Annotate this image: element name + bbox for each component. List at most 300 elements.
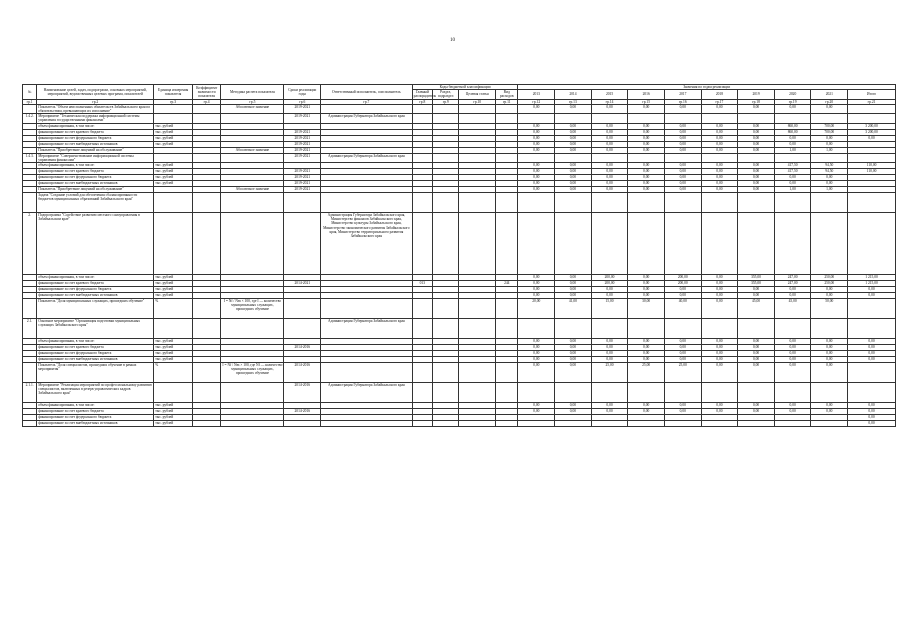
row-kbk xyxy=(459,299,496,319)
row-value: 247,00 xyxy=(774,275,811,281)
row-value: 0,00 xyxy=(518,357,555,363)
row-terms xyxy=(284,421,321,427)
row-coef xyxy=(192,383,220,403)
row-value: 0,00 xyxy=(591,351,628,357)
row-value: 0,00 xyxy=(664,409,701,415)
column-number: гр.6 xyxy=(284,99,321,104)
row-value: 0,00 xyxy=(738,163,775,169)
row-value: 0,00 xyxy=(738,175,775,181)
row-value: 0,00 xyxy=(628,175,665,181)
row-value: 0,00 xyxy=(518,339,555,345)
table-row xyxy=(23,213,896,275)
row-value: 0,00 xyxy=(555,339,592,345)
row-value xyxy=(518,153,555,162)
row-value xyxy=(628,319,665,339)
row-kbk xyxy=(412,153,432,162)
header-year: 2017 xyxy=(664,90,701,99)
column-number: гр.20 xyxy=(811,99,848,104)
row-value: 200,00 xyxy=(664,281,701,287)
row-value xyxy=(848,114,896,123)
row-unit: тыс. рублей xyxy=(154,135,193,141)
row-name: финансирование за счет федерального бюджета xyxy=(37,351,154,357)
table-row xyxy=(23,299,896,319)
row-value xyxy=(555,114,592,123)
row-value xyxy=(591,193,628,213)
row-value: 0,00 xyxy=(848,339,896,345)
row-value: 0,00 xyxy=(738,339,775,345)
row-executor: Администрация Губернатора Забайкальского края xyxy=(321,319,413,339)
row-value: 0,00 xyxy=(628,104,665,113)
row-value xyxy=(555,193,592,213)
row-value: 1,00 xyxy=(774,187,811,193)
row-value: 0,00 xyxy=(518,345,555,351)
row-value xyxy=(848,153,896,162)
row-kbk xyxy=(412,383,432,403)
row-value: 0,00 xyxy=(628,287,665,293)
row-kbk xyxy=(496,363,518,383)
row-value xyxy=(811,114,848,123)
row-kbk xyxy=(459,319,496,339)
row-value xyxy=(701,193,738,213)
row-value xyxy=(848,319,896,339)
header-kbk-sub: Вид расходов xyxy=(496,90,518,99)
row-value xyxy=(774,319,811,339)
row-executor xyxy=(321,363,413,383)
row-coef xyxy=(192,319,220,339)
row-value: 0,00 xyxy=(848,293,896,299)
row-value: 0,00 xyxy=(518,281,555,287)
row-name: объем финансирования, в том числе: xyxy=(37,123,154,129)
row-value: 0,00 xyxy=(518,147,555,153)
row-value: 15,00 xyxy=(591,299,628,319)
row-value: 0,00 xyxy=(518,275,555,281)
row-unit xyxy=(154,319,193,339)
row-value xyxy=(591,114,628,123)
row-value xyxy=(774,153,811,162)
row-executor: Администрация Губернатора Забайкальского края xyxy=(321,153,413,162)
header-year: 2015 xyxy=(591,90,628,99)
row-terms: 2019-2021 xyxy=(284,135,321,141)
row-value xyxy=(811,319,848,339)
row-value: 0,00 xyxy=(591,169,628,175)
row-value: 0,00 xyxy=(848,357,896,363)
row-kbk xyxy=(412,363,432,383)
row-name: финансирование за счет краевого бюджета xyxy=(37,169,154,175)
row-coef xyxy=(192,213,220,275)
row-name: финансирование за счет внебюджетных источников xyxy=(37,421,154,427)
program-table xyxy=(22,84,896,427)
row-value: 0,00 xyxy=(848,135,896,141)
column-number: гр.21 xyxy=(848,99,896,104)
row-value: 0,00 xyxy=(774,363,811,383)
row-value: 0,00 xyxy=(518,181,555,187)
row-value: 0,00 xyxy=(774,357,811,363)
row-value: 0,00 xyxy=(774,287,811,293)
row-coef xyxy=(192,114,220,123)
row-value: 25,00 xyxy=(591,363,628,383)
row-terms: 2019-2021 xyxy=(284,104,321,113)
row-value: 1,00 xyxy=(774,147,811,153)
row-value: 0,00 xyxy=(811,409,848,415)
row-value xyxy=(591,213,628,275)
row-kbk xyxy=(459,213,496,275)
row-value: 0,00 xyxy=(738,345,775,351)
row-name: Показатель "Приобретение лицензий на обслуживание" xyxy=(37,147,154,153)
row-value: 0,00 xyxy=(664,123,701,129)
row-value: 0,00 xyxy=(518,287,555,293)
row-kbk xyxy=(459,363,496,383)
table-row xyxy=(23,104,896,113)
row-value xyxy=(555,421,592,427)
row-value: 0,00 xyxy=(518,104,555,113)
column-number: гр.18 xyxy=(738,99,775,104)
row-kbk xyxy=(459,153,496,162)
row-name: объем финансирования, в том числе: xyxy=(37,403,154,409)
header-year: 2016 xyxy=(628,90,665,99)
row-unit: тыс. рублей xyxy=(154,415,193,421)
row-value: 0,00 xyxy=(591,181,628,187)
row-method: Абсолютное значение xyxy=(221,104,284,113)
row-kbk xyxy=(412,104,432,113)
row-value: 0,00 xyxy=(701,187,738,193)
row-value: 0,00 xyxy=(811,357,848,363)
row-value xyxy=(518,319,555,339)
row-value: 0,00 xyxy=(518,141,555,147)
row-value: 0,00 xyxy=(664,345,701,351)
header-num: № xyxy=(23,85,37,100)
row-value: 0,00 xyxy=(555,351,592,357)
row-value: 0,00 xyxy=(664,403,701,409)
row-value: 0,00 xyxy=(811,363,848,383)
row-value: 0,00 xyxy=(774,345,811,351)
row-value: 0,00 xyxy=(518,123,555,129)
row-unit: тыс. рублей xyxy=(154,403,193,409)
row-value: 94,50 xyxy=(811,169,848,175)
row-value: 0,00 xyxy=(738,293,775,299)
row-value: 0,00 xyxy=(628,293,665,299)
row-value: 0,00 xyxy=(701,281,738,287)
row-value: 0,00 xyxy=(848,403,896,409)
row-name: Показатель "Доля муниципальных служащих, прошедших обучение" xyxy=(37,299,154,319)
row-kbk xyxy=(432,114,458,123)
row-value xyxy=(591,421,628,427)
row-number xyxy=(23,363,37,383)
row-value: 0,00 xyxy=(555,129,592,135)
table-row xyxy=(23,153,896,162)
row-value: 0,00 xyxy=(738,141,775,147)
row-value xyxy=(664,383,701,403)
row-kbk xyxy=(412,319,432,339)
row-value: 0,00 xyxy=(628,403,665,409)
header-kbk: Коды бюджетной классификации xyxy=(412,85,518,90)
row-value: 0,00 xyxy=(591,163,628,169)
row-value: 0,00 xyxy=(664,187,701,193)
row-name: объем финансирования, в том числе: xyxy=(37,275,154,281)
row-kbk xyxy=(496,104,518,113)
row-kbk xyxy=(459,383,496,403)
row-value xyxy=(664,153,701,162)
row-value: 0,00 xyxy=(811,339,848,345)
row-value: 0,00 xyxy=(738,169,775,175)
row-value: 0,00 xyxy=(811,175,848,181)
row-executor xyxy=(321,299,413,319)
row-value: 0,00 xyxy=(555,293,592,299)
row-number xyxy=(23,421,37,427)
column-number: гр.15 xyxy=(628,99,665,104)
row-method xyxy=(221,193,284,213)
row-value: 0,00 xyxy=(555,169,592,175)
row-name: финансирование за счет федерального бюджета xyxy=(37,287,154,293)
row-value xyxy=(738,153,775,162)
row-number: 2.1.1. xyxy=(23,383,37,403)
header-year: 2013 xyxy=(518,90,555,99)
row-value: 0,00 xyxy=(811,135,848,141)
row-value: 0,00 xyxy=(664,357,701,363)
row-value: 0,00 xyxy=(738,409,775,415)
row-value xyxy=(848,213,896,275)
table-row xyxy=(23,319,896,339)
row-value: 0,00 xyxy=(738,351,775,357)
row-value: 417,50 xyxy=(774,163,811,169)
row-unit: % xyxy=(154,299,193,319)
row-value: 0,00 xyxy=(555,363,592,383)
row-method: I = Nf / Nm × 100, где Nf — количество муниципальных служащих, прошедших обучение xyxy=(221,363,284,383)
row-value xyxy=(555,319,592,339)
row-terms: 2019-2021 xyxy=(284,147,321,153)
row-name: объем финансирования, в том числе: xyxy=(37,163,154,169)
row-value: 0,00 xyxy=(591,123,628,129)
row-value xyxy=(848,363,896,383)
row-value: 0,00 xyxy=(628,129,665,135)
row-value xyxy=(518,421,555,427)
row-value: 0,00 xyxy=(701,275,738,281)
row-name: Задача "Создание условий для обеспечения сбалансированности бюджетов муниципальных образований Забайкальского края" xyxy=(37,193,154,213)
row-value: 0,00 xyxy=(848,421,896,427)
row-value: 0,00 xyxy=(555,403,592,409)
row-name: финансирование за счет федерального бюджета xyxy=(37,175,154,181)
row-value xyxy=(518,383,555,403)
row-value: 0,00 xyxy=(664,141,701,147)
row-value xyxy=(628,383,665,403)
row-value: 0,00 xyxy=(701,345,738,351)
row-number: 2.1. xyxy=(23,319,37,339)
row-name: финансирование за счет внебюджетных источников xyxy=(37,357,154,363)
row-value: 0,00 xyxy=(591,141,628,147)
row-value: 250,00 xyxy=(811,281,848,287)
row-value: 0,00 xyxy=(701,169,738,175)
row-value: 0,00 xyxy=(555,409,592,415)
row-value xyxy=(774,383,811,403)
row-value: 0,00 xyxy=(811,351,848,357)
row-unit xyxy=(154,193,193,213)
row-value: 0,00 xyxy=(518,409,555,415)
row-kbk xyxy=(432,299,458,319)
row-value: 0,00 xyxy=(811,141,848,147)
row-value xyxy=(774,421,811,427)
row-value: 0,00 xyxy=(591,147,628,153)
row-value: 30,00 xyxy=(628,299,665,319)
row-value: 0,00 xyxy=(555,287,592,293)
row-value: 200,00 xyxy=(591,275,628,281)
row-value: 3 200,00 xyxy=(848,123,896,129)
row-value xyxy=(738,421,775,427)
row-value: 0,00 xyxy=(738,187,775,193)
row-value: 0,00 xyxy=(555,147,592,153)
header-coef: Коэффициент значимости показателя xyxy=(192,85,220,100)
row-value: 0,00 xyxy=(701,351,738,357)
row-method xyxy=(221,213,284,275)
row-terms: 2014-2021 xyxy=(284,281,321,287)
row-value xyxy=(774,193,811,213)
row-unit: тыс. рублей xyxy=(154,281,193,287)
row-value: 0,00 xyxy=(701,141,738,147)
header-year: 2019 xyxy=(738,90,775,99)
row-value: 200,00 xyxy=(591,281,628,287)
row-value xyxy=(738,114,775,123)
row-value xyxy=(591,319,628,339)
row-terms: 2019-2021 xyxy=(284,181,321,187)
row-value: 20,00 xyxy=(518,299,555,319)
row-value: 0,00 xyxy=(701,339,738,345)
row-terms xyxy=(284,299,321,319)
row-kbk xyxy=(459,421,496,427)
row-value xyxy=(738,213,775,275)
row-value: 860,00 xyxy=(774,129,811,135)
row-executor xyxy=(321,104,413,113)
row-method xyxy=(221,319,284,339)
row-value: 0,00 xyxy=(555,163,592,169)
row-name: объем финансирования, в том числе: xyxy=(37,339,154,345)
row-value: 700,00 xyxy=(811,123,848,129)
column-number: гр.2 xyxy=(37,99,154,104)
row-value: 0,00 xyxy=(774,403,811,409)
row-name: Мероприятие "Техническая поддержка информационной системы управления государственными финансами" xyxy=(37,114,154,123)
row-value: 0,00 xyxy=(701,135,738,141)
row-value: 0,00 xyxy=(738,403,775,409)
row-value: 0,00 xyxy=(774,293,811,299)
row-unit: тыс. рублей xyxy=(154,287,193,293)
row-value: 0,00 xyxy=(591,403,628,409)
row-value xyxy=(628,114,665,123)
row-unit: тыс. рублей xyxy=(154,351,193,357)
row-kbk xyxy=(496,114,518,123)
row-terms: 2019-2021 xyxy=(284,169,321,175)
row-value: 0,00 xyxy=(518,187,555,193)
row-value: 0,00 xyxy=(774,351,811,357)
row-method: Абсолютное значение xyxy=(221,187,284,193)
row-value: 0,00 xyxy=(555,181,592,187)
row-value: 0,00 xyxy=(555,175,592,181)
row-kbk xyxy=(459,104,496,113)
row-value xyxy=(555,213,592,275)
row-value: 0,00 xyxy=(701,287,738,293)
column-number: гр.19 xyxy=(774,99,811,104)
row-value xyxy=(811,193,848,213)
row-terms: 2019-2021 xyxy=(284,141,321,147)
header-values: Значения по годам реализации xyxy=(518,85,896,90)
row-value xyxy=(774,114,811,123)
row-kbk: 013 xyxy=(412,281,432,287)
row-value: 0,00 xyxy=(518,169,555,175)
row-value xyxy=(518,213,555,275)
row-kbk xyxy=(432,421,458,427)
row-value: 0,00 xyxy=(628,275,665,281)
row-method: I = Nf / Nm × 100, где I — количество муниципальных служащих, прошедших обучение xyxy=(221,299,284,319)
row-value: 0,00 xyxy=(628,339,665,345)
row-value: 0,00 xyxy=(628,135,665,141)
row-unit: тыс. рублей xyxy=(154,293,193,299)
row-value xyxy=(664,114,701,123)
row-executor: Администрация Губернатора Забайкальского края xyxy=(321,383,413,403)
row-value: 110,00 xyxy=(848,169,896,175)
row-value: 0,00 xyxy=(811,345,848,351)
row-terms: 2019-2021 xyxy=(284,153,321,162)
row-value: 0,00 xyxy=(628,187,665,193)
row-value: 0,00 xyxy=(628,409,665,415)
row-unit xyxy=(154,213,193,275)
row-value: 0,00 xyxy=(555,135,592,141)
row-value: 0,00 xyxy=(738,129,775,135)
row-value: 0,00 xyxy=(811,104,848,113)
row-value: 0,00 xyxy=(774,409,811,415)
row-value xyxy=(848,383,896,403)
row-unit: тыс. рублей xyxy=(154,339,193,345)
table-row xyxy=(23,363,896,383)
row-value: 0,00 xyxy=(628,281,665,287)
row-name: финансирование за счет внебюджетных источников xyxy=(37,181,154,187)
row-kbk xyxy=(496,421,518,427)
row-value: 247,00 xyxy=(774,281,811,287)
row-terms: 2019-2021 xyxy=(284,114,321,123)
row-value: 0,00 xyxy=(664,181,701,187)
row-value: 0,00 xyxy=(811,403,848,409)
row-value: 0,00 xyxy=(701,403,738,409)
row-value: 0,00 xyxy=(518,135,555,141)
row-method xyxy=(221,383,284,403)
row-value: 0,00 xyxy=(664,293,701,299)
row-value: 0,00 xyxy=(555,104,592,113)
row-value xyxy=(701,153,738,162)
row-number: 2. xyxy=(23,213,37,275)
row-name: финансирование за счет краевого бюджета xyxy=(37,129,154,135)
row-value: 40,00 xyxy=(664,299,701,319)
row-kbk xyxy=(496,213,518,275)
row-unit xyxy=(154,153,193,162)
row-value: 355,00 xyxy=(738,281,775,287)
row-value: 0,00 xyxy=(664,169,701,175)
row-value xyxy=(848,299,896,319)
row-value xyxy=(591,153,628,162)
row-value: 0,00 xyxy=(628,147,665,153)
row-value: 0,00 xyxy=(738,147,775,153)
row-executor: Администрация Губернатора Забайкальского края, Министерство финансов Забайкальского края, Министерство культуры Забайкальского края, Министерство экономического развития Забайкальского края, Министерство территориального развития Забайкальского края xyxy=(321,213,413,275)
row-value: 0,00 xyxy=(738,104,775,113)
table-header xyxy=(23,85,896,105)
row-kbk xyxy=(496,383,518,403)
row-value: 45,00 xyxy=(774,299,811,319)
row-name: Подпрограмма "Содействие развитию местного самоуправления в Забайкальском крае" xyxy=(37,213,154,275)
row-value: 0,00 xyxy=(738,135,775,141)
row-value: 0,00 xyxy=(555,357,592,363)
row-number xyxy=(23,299,37,319)
row-value xyxy=(811,153,848,162)
row-value: 0,00 xyxy=(701,357,738,363)
row-value: 0,00 xyxy=(628,357,665,363)
row-value: 0,00 xyxy=(591,357,628,363)
row-value xyxy=(591,383,628,403)
row-value xyxy=(701,114,738,123)
row-terms: 2019-2021 xyxy=(284,175,321,181)
